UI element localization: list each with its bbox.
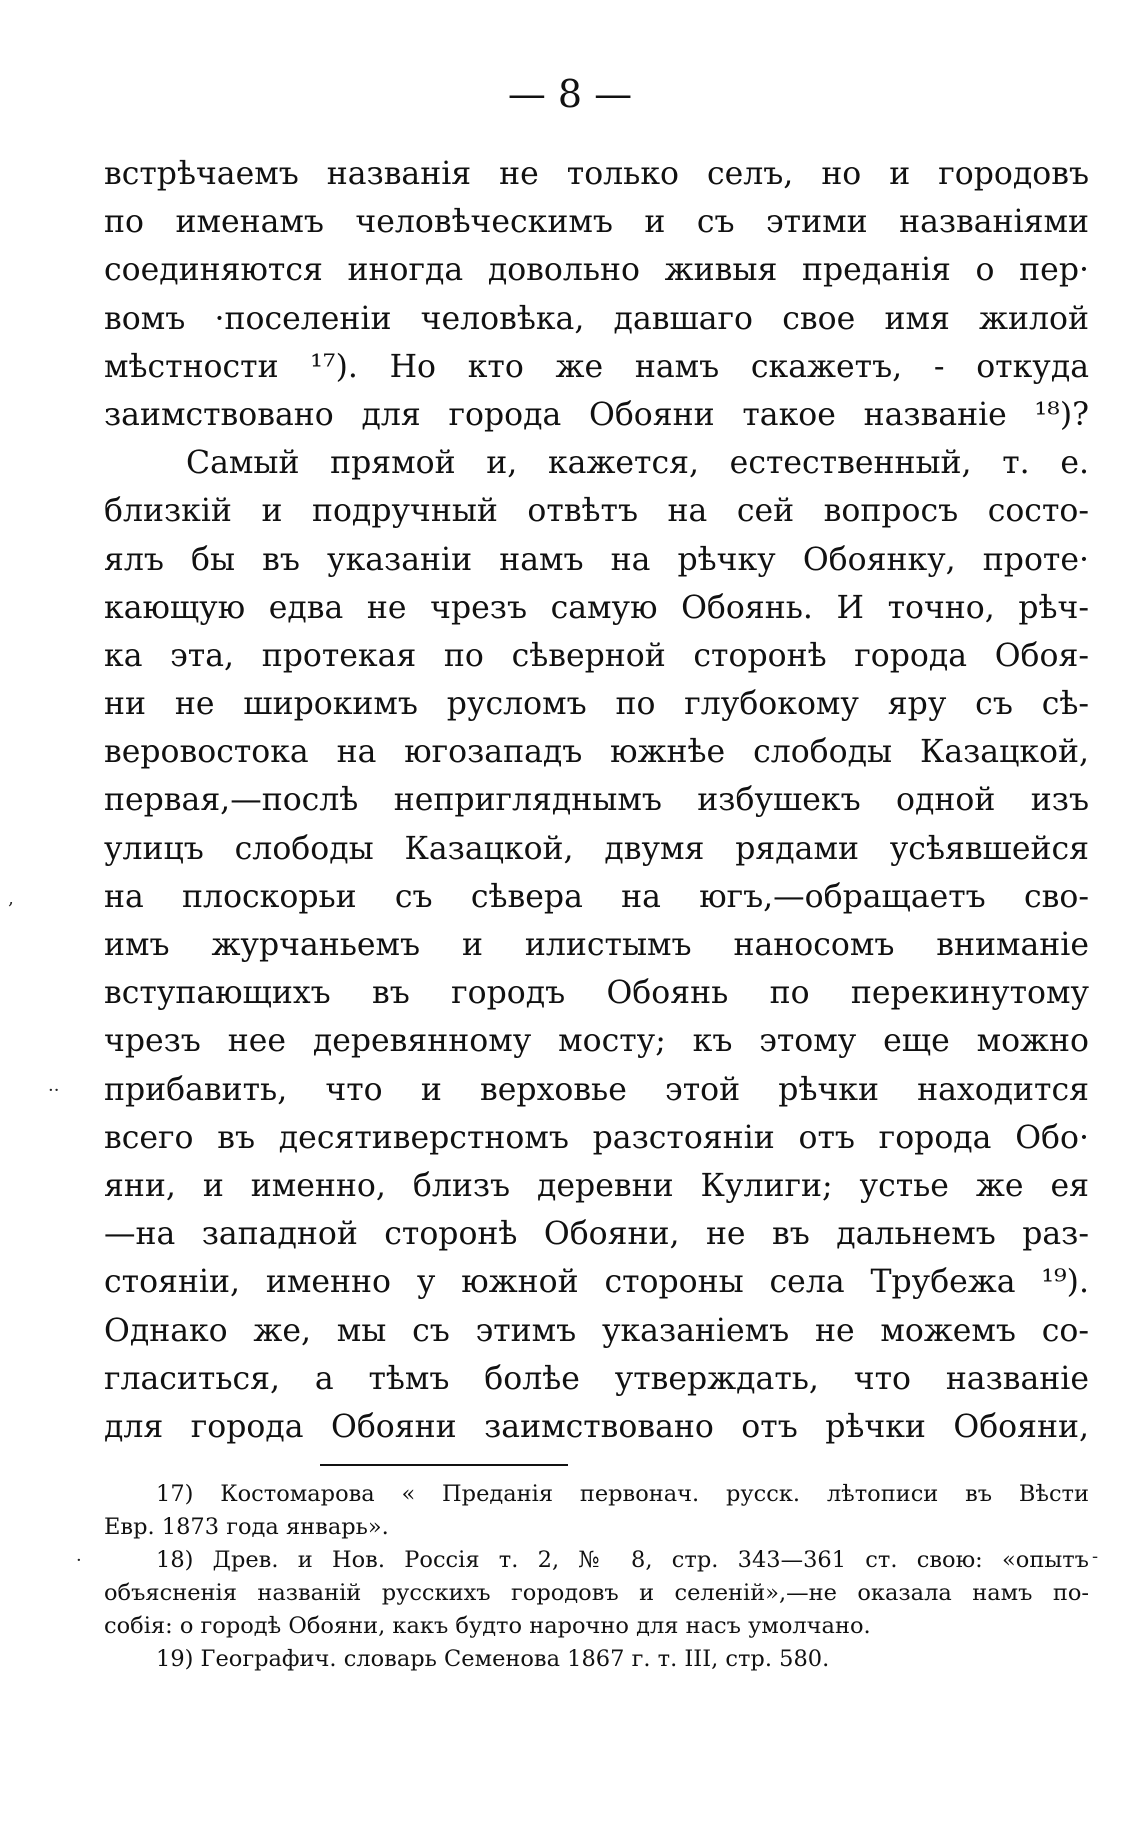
scan-speck: · — [76, 1550, 82, 1571]
scan-speck: - — [1092, 1546, 1099, 1567]
text-line: стояніи, именно у южной стороны села Трубежа ¹⁹). — [104, 1264, 1089, 1301]
text-line: прибавить, что и верховье этой рѣчки находится — [104, 1071, 1089, 1108]
text-line: ни не широкимъ русломъ по глубокому яру съ сѣ- — [104, 686, 1089, 723]
footnote-line: собія: о городѣ Обояни, какъ будто нарочно для насъ умолчано. — [104, 1613, 871, 1639]
text-line: на плоскорьи съ сѣвера на югъ,—обращаетъ сво- — [104, 878, 1089, 915]
footnote-divider — [320, 1464, 568, 1466]
footnote-line: 17) Костомарова « Преданія первонач. русск. лѣтописи въ Вѣсти — [156, 1481, 1089, 1507]
footnotes — [104, 1478, 1089, 1676]
text-line: улицъ слободы Казацкой, двумя рядами усѣявшейся — [104, 830, 1089, 867]
text-line: встрѣчаемъ названія не только селъ, но и городовъ — [104, 156, 1089, 192]
text-line: кающую едва не чрезъ самую Обоянь. И точно, рѣч- — [104, 589, 1089, 626]
text-line: гласиться, а тѣмъ болѣе утверждать, что названіе — [104, 1360, 1089, 1397]
text-line: по именамъ человѣческимъ и съ этими названіями — [104, 204, 1089, 241]
text-line: вступающихъ въ городъ Обоянь по перекинутому — [104, 975, 1089, 1012]
body-text — [104, 150, 1089, 1451]
text-line: ка эта, протекая по сѣверной сторонѣ города Обоя- — [104, 637, 1089, 674]
footnote-line: 18) Древ. и Нов. Россія т. 2, № 8, стр. 343—361 ст. свою: «опытъ — [156, 1547, 1089, 1573]
page-number: — 8 — — [507, 72, 633, 116]
text-line: первая,—послѣ непригляднымъ избушекъ одной изъ — [104, 782, 1089, 819]
text-line: Однако же, мы съ этимъ указаніемъ не можемъ со- — [104, 1312, 1089, 1349]
text-line: для города Обояни заимствовано отъ рѣчки Обояни, — [104, 1408, 1089, 1445]
footnote-line: Евр. 1873 года январь». — [104, 1514, 389, 1540]
text-line: яни, и именно, близъ деревни Кулиги; устье же ея — [104, 1167, 1089, 1204]
scan-speck: ·· — [48, 1080, 60, 1101]
text-line: всего въ десятиверстномъ разстояніи отъ города Обо· — [104, 1119, 1089, 1156]
text-line: —на западной сторонѣ Обояни, не въ дальнемъ раз- — [104, 1216, 1089, 1253]
text-line: Самый прямой и, кажется, естественный, т. е. — [186, 445, 1089, 482]
text-line: имъ журчаньемъ и илистымъ наносомъ вниманіе — [104, 927, 1089, 963]
text-line: ялъ бы въ указаніи намъ на рѣчку Обоянку, проте· — [104, 541, 1089, 578]
scan-speck: ‚ — [8, 888, 14, 909]
text-line: соединяются иногда довольно живыя преданія о пер· — [104, 252, 1089, 289]
text-line: вомъ ·поселеніи человѣка, давшаго свое имя жилой — [104, 300, 1089, 337]
text-line: мѣстности ¹⁷). Но кто же намъ скажетъ, - откуда — [104, 348, 1089, 385]
text-line: веровостока на югозападъ южнѣе слободы Казацкой, — [104, 734, 1089, 771]
text-line: близкій и подручный отвѣтъ на сей вопросъ состо- — [104, 493, 1089, 530]
text-line: чрезъ нее деревянному мосту; къ этому еще можно — [104, 1023, 1089, 1060]
text-line: заимствовано для города Обояни такое названіе ¹⁸)? — [104, 396, 1089, 433]
footnote-line: объясненія названій русскихъ городовъ и селеній»,—не оказала намъ по- — [104, 1580, 1089, 1606]
footnote-line: 19) Географич. словарь Семенова 1867 г. т. III, стр. 580. — [156, 1646, 830, 1672]
